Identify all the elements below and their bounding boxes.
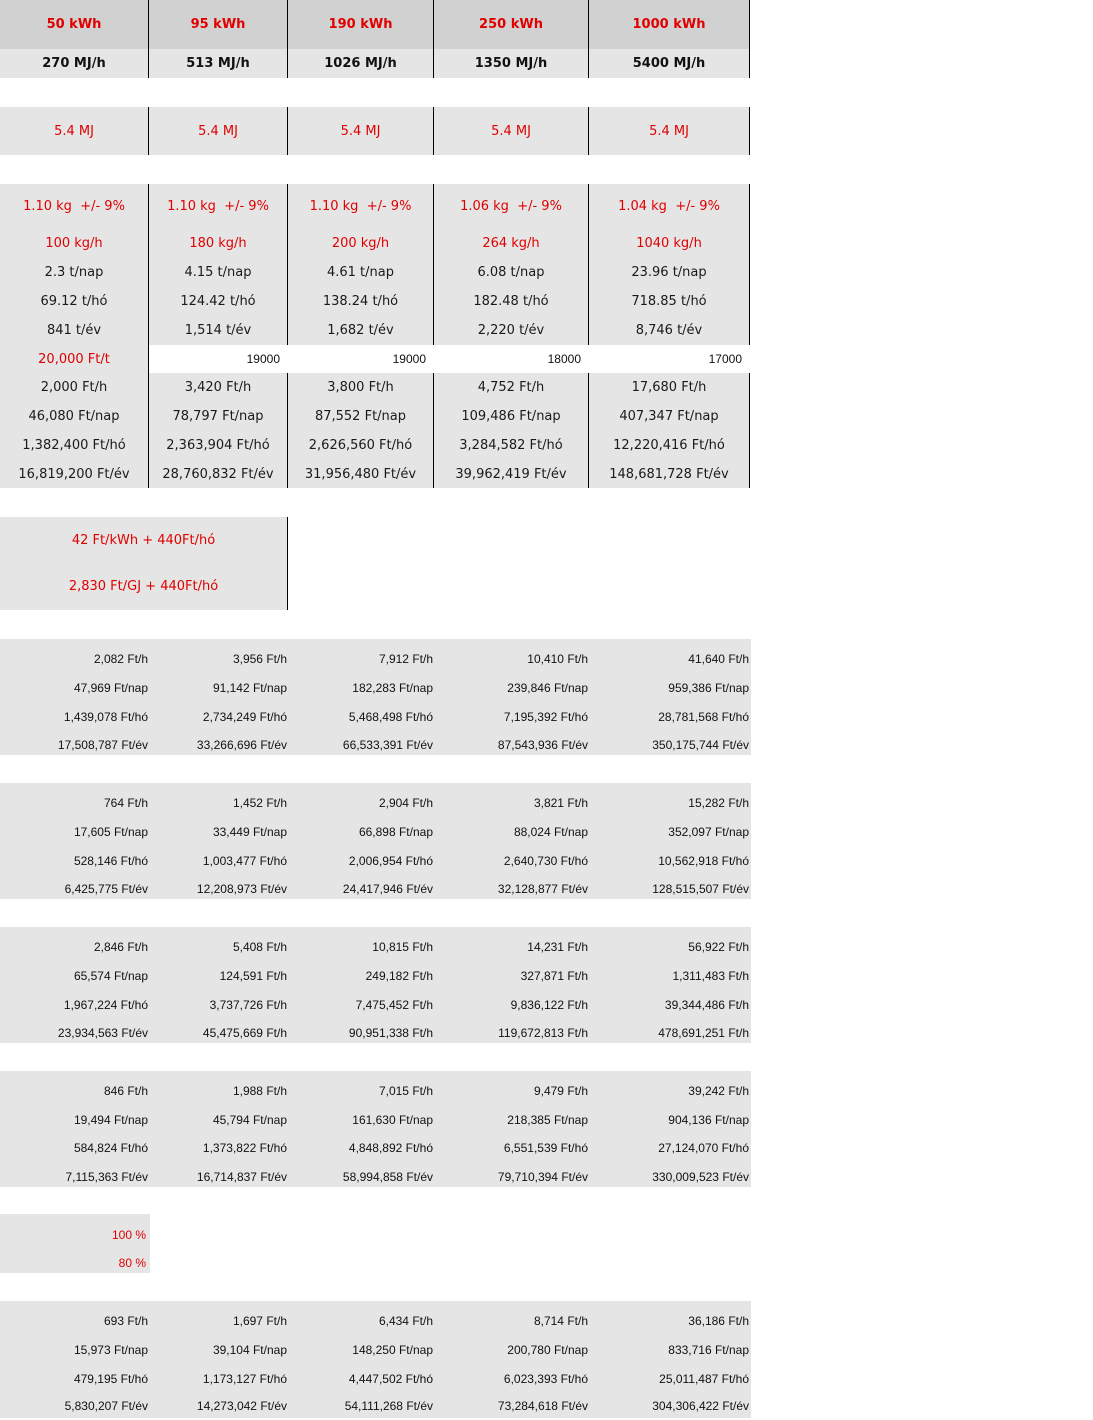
calorific-cell: 5.4 MJ [288, 107, 434, 155]
cost-cell: 7,912 Ft/h [378, 652, 433, 666]
fuel-cell: 407,347 Ft/nap [589, 402, 750, 431]
cost-cell: 350,175,744 Ft/év [652, 738, 749, 752]
cost-cell: 128,515,507 Ft/év [652, 882, 749, 896]
percent-cell: 80 % [118, 1256, 146, 1270]
cost-row [0, 1019, 750, 1047]
fuel-cell: 39,962,419 Ft/év [434, 460, 589, 488]
cost-cell: 846 Ft/h [103, 1084, 148, 1098]
cost-row [0, 1307, 750, 1335]
cost-cell: 249,182 Ft/h [365, 969, 433, 983]
fuel-cell: 8,746 t/év [589, 316, 750, 345]
cost-cell: 182,283 Ft/nap [352, 681, 433, 695]
cost-cell: 2,640,730 Ft/hó [503, 854, 588, 868]
header-kwh-row [0, 0, 750, 49]
header-mj-cell: 1026 MJ/h [288, 49, 434, 78]
fuel-cell: 1.04 kg +/- 9% [589, 184, 750, 229]
cost-cell: 5,408 Ft/h [232, 940, 287, 954]
calorific-cell: 5.4 MJ [589, 107, 750, 155]
cost-row [0, 991, 750, 1019]
fuel-cell: 4.61 t/nap [288, 258, 434, 287]
cost-cell: 19,494 Ft/nap [73, 1113, 148, 1127]
cost-cell: 7,015 Ft/h [378, 1084, 433, 1098]
cost-cell: 161,630 Ft/nap [352, 1113, 433, 1127]
fuel-ft-nap-row [0, 402, 750, 431]
cost-row [0, 1163, 750, 1191]
fuel-kg-h-row [0, 229, 750, 258]
cost-row [0, 1336, 750, 1364]
cost-cell: 27,124,070 Ft/hó [658, 1141, 749, 1155]
header-mj-cell: 1350 MJ/h [434, 49, 589, 78]
cost-cell: 25,011,487 Ft/hó [659, 1372, 749, 1386]
cost-cell: 17,508,787 Ft/év [57, 738, 148, 752]
cost-cell: 12,208,973 Ft/év [196, 882, 287, 896]
header-mj-cell: 270 MJ/h [0, 49, 149, 78]
cost-cell: 904,136 Ft/nap [668, 1113, 749, 1127]
cost-cell: 9,479 Ft/h [533, 1084, 588, 1098]
fuel-cell: 78,797 Ft/nap [149, 402, 288, 431]
cost-cell: 4,848,892 Ft/hó [348, 1141, 433, 1155]
fuel-price-cell: 20,000 Ft/t [0, 345, 149, 373]
cost-cell: 41,640 Ft/h [688, 652, 749, 666]
cost-cell: 239,846 Ft/nap [507, 681, 588, 695]
cost-cell: 36,186 Ft/h [688, 1314, 749, 1328]
fuel-cell: 17,680 Ft/h [589, 373, 750, 402]
cost-cell: 58,994,858 Ft/év [342, 1170, 433, 1184]
fuel-cell: 1,682 t/év [288, 316, 434, 345]
fuel-per-unit-row [0, 184, 750, 229]
cost-cell: 2,006,954 Ft/hó [348, 854, 433, 868]
fuel-cell: 4.15 t/nap [149, 258, 288, 287]
fuel-ft-h-row [0, 373, 750, 402]
cost-cell: 1,988 Ft/h [232, 1084, 287, 1098]
cost-cell: 1,967,224 Ft/hó [63, 998, 148, 1012]
fuel-cell: 3,420 Ft/h [149, 373, 288, 402]
cost-row [0, 1077, 750, 1105]
cost-cell: 959,386 Ft/nap [668, 681, 749, 695]
cost-cell: 45,794 Ft/nap [212, 1113, 287, 1127]
fuel-cell: 12,220,416 Ft/hó [589, 431, 750, 460]
cost-cell: 304,306,422 Ft/év [652, 1399, 749, 1413]
cost-cell: 584,824 Ft/hó [73, 1141, 148, 1155]
cost-cell: 14,231 Ft/h [527, 940, 588, 954]
cost-cell: 478,691,251 Ft/h [658, 1026, 749, 1040]
fuel-price-cell: 19000 [246, 352, 280, 366]
cost-cell: 2,734,249 Ft/hó [202, 710, 287, 724]
cost-cell: 1,697 Ft/h [232, 1314, 287, 1328]
cost-cell: 23,934,563 Ft/év [57, 1026, 148, 1040]
cost-row [0, 731, 750, 759]
cost-row [0, 674, 750, 702]
fuel-cell: 1.10 kg +/- 9% [0, 184, 149, 229]
cost-row [0, 847, 750, 875]
cost-cell: 6,551,539 Ft/hó [503, 1141, 588, 1155]
cost-cell: 73,284,618 Ft/év [497, 1399, 588, 1413]
fuel-cell: 200 kg/h [288, 229, 434, 258]
cost-cell: 28,781,568 Ft/hó [658, 710, 749, 724]
fuel-ft-ho-row [0, 431, 750, 460]
cost-cell: 218,385 Ft/nap [507, 1113, 588, 1127]
fuel-cell: 69.12 t/hó [0, 287, 149, 316]
cost-cell: 79,710,394 Ft/év [497, 1170, 588, 1184]
fuel-cell: 6.08 t/nap [434, 258, 589, 287]
fuel-cell: 1.10 kg +/- 9% [149, 184, 288, 229]
fuel-price-cell: 19000 [392, 352, 426, 366]
cost-cell: 15,973 Ft/nap [73, 1343, 148, 1357]
fuel-cell: 2,000 Ft/h [0, 373, 149, 402]
fuel-cell: 148,681,728 Ft/év [589, 460, 750, 488]
cost-cell: 56,922 Ft/h [688, 940, 749, 954]
cost-row [0, 875, 750, 903]
fuel-cell: 1040 kg/h [589, 229, 750, 258]
cost-cell: 32,128,877 Ft/év [497, 882, 588, 896]
cost-cell: 39,104 Ft/nap [212, 1343, 287, 1357]
cost-cell: 1,311,483 Ft/h [672, 969, 749, 983]
fuel-cell: 87,552 Ft/nap [288, 402, 434, 431]
cost-row [0, 962, 750, 990]
cost-cell: 16,714,837 Ft/év [196, 1170, 287, 1184]
cost-cell: 2,082 Ft/h [93, 652, 148, 666]
cost-cell: 2,846 Ft/h [93, 940, 148, 954]
fuel-cell: 1.10 kg +/- 9% [288, 184, 434, 229]
tariff-row-2 [0, 563, 288, 610]
fuel-ft-ev-row [0, 460, 750, 488]
fuel-cell: 138.24 t/hó [288, 287, 434, 316]
cost-cell: 1,452 Ft/h [232, 796, 287, 810]
cost-cell: 764 Ft/h [103, 796, 148, 810]
cost-cell: 3,956 Ft/h [232, 652, 287, 666]
cost-cell: 833,716 Ft/nap [668, 1343, 749, 1357]
cost-cell: 2,904 Ft/h [378, 796, 433, 810]
cost-cell: 10,815 Ft/h [372, 940, 433, 954]
fuel-cell: 3,284,582 Ft/hó [434, 431, 589, 460]
cost-cell: 65,574 Ft/nap [73, 969, 148, 983]
fuel-cell: 16,819,200 Ft/év [0, 460, 149, 488]
cost-cell: 200,780 Ft/nap [507, 1343, 588, 1357]
cost-cell: 7,195,392 Ft/hó [503, 710, 588, 724]
cost-cell: 4,447,502 Ft/hó [348, 1372, 433, 1386]
fuel-t-ho-row [0, 287, 750, 316]
header-mj-cell: 5400 MJ/h [589, 49, 750, 78]
header-kwh-cell: 250 kWh [434, 0, 589, 49]
cost-cell: 7,475,452 Ft/h [355, 998, 433, 1012]
tariff-kwh-text: 42 Ft/kWh + 440Ft/hó [0, 517, 288, 563]
fuel-cell: 1,514 t/év [149, 316, 288, 345]
fuel-cell: 31,956,480 Ft/év [288, 460, 434, 488]
fuel-price-row [0, 345, 750, 373]
cost-row [0, 1106, 750, 1134]
fuel-cell: 1.06 kg +/- 9% [434, 184, 589, 229]
calorific-cell: 5.4 MJ [149, 107, 288, 155]
cost-row [0, 703, 750, 731]
cost-cell: 119,672,813 Ft/h [498, 1026, 588, 1040]
cost-row [0, 789, 750, 817]
cost-cell: 33,266,696 Ft/év [196, 738, 287, 752]
cost-cell: 5,830,207 Ft/év [64, 1399, 148, 1413]
header-kwh-cell: 1000 kWh [589, 0, 750, 49]
fuel-cell: 841 t/év [0, 316, 149, 345]
cost-cell: 9,836,122 Ft/h [510, 998, 588, 1012]
fuel-cell: 2,363,904 Ft/hó [149, 431, 288, 460]
cost-cell: 693 Ft/h [103, 1314, 148, 1328]
cost-row [0, 1392, 750, 1420]
calorific-cell: 5.4 MJ [0, 107, 149, 155]
cost-cell: 24,417,946 Ft/év [342, 882, 433, 896]
fuel-cell: 182.48 t/hó [434, 287, 589, 316]
header-kwh-cell: 95 kWh [149, 0, 288, 49]
cost-cell: 1,373,822 Ft/hó [202, 1141, 287, 1155]
cost-cell: 6,425,775 Ft/év [64, 882, 148, 896]
cost-cell: 5,468,498 Ft/hó [348, 710, 433, 724]
cost-cell: 45,475,669 Ft/h [202, 1026, 287, 1040]
fuel-cell: 264 kg/h [434, 229, 589, 258]
percent-cell: 100 % [111, 1228, 146, 1242]
fuel-cell: 3,800 Ft/h [288, 373, 434, 402]
fuel-t-ev-row [0, 316, 750, 345]
cost-cell: 124,591 Ft/h [219, 969, 287, 983]
cost-row [0, 933, 750, 961]
cost-cell: 7,115,363 Ft/év [65, 1170, 148, 1184]
fuel-price-cell: 17000 [708, 352, 742, 366]
cost-cell: 148,250 Ft/nap [352, 1343, 433, 1357]
fuel-cell: 100 kg/h [0, 229, 149, 258]
cost-cell: 10,410 Ft/h [527, 652, 588, 666]
cost-cell: 39,242 Ft/h [688, 1084, 749, 1098]
header-mj-row [0, 49, 750, 78]
cost-cell: 88,024 Ft/nap [513, 825, 588, 839]
cost-cell: 3,821 Ft/h [533, 796, 588, 810]
cost-row [0, 1365, 750, 1393]
fuel-cell: 2,220 t/év [434, 316, 589, 345]
fuel-price-cell: 18000 [547, 352, 581, 366]
cost-cell: 10,562,918 Ft/hó [658, 854, 749, 868]
cost-cell: 54,111,268 Ft/év [344, 1399, 433, 1413]
cost-cell: 33,449 Ft/nap [212, 825, 287, 839]
cost-cell: 352,097 Ft/nap [668, 825, 749, 839]
header-kwh-cell: 190 kWh [288, 0, 434, 49]
fuel-cell: 1,382,400 Ft/hó [0, 431, 149, 460]
cost-cell: 3,737,726 Ft/h [209, 998, 287, 1012]
cost-cell: 479,195 Ft/hó [73, 1372, 148, 1386]
cost-cell: 39,344,486 Ft/h [664, 998, 749, 1012]
cost-cell: 528,146 Ft/hó [73, 854, 148, 868]
cost-cell: 66,533,391 Ft/év [342, 738, 433, 752]
cost-row [0, 645, 750, 673]
cost-cell: 66,898 Ft/nap [358, 825, 433, 839]
cost-cell: 17,605 Ft/nap [73, 825, 148, 839]
cost-cell: 91,142 Ft/nap [212, 681, 287, 695]
cost-cell: 1,173,127 Ft/hó [202, 1372, 287, 1386]
fuel-cell: 180 kg/h [149, 229, 288, 258]
header-mj-cell: 513 MJ/h [149, 49, 288, 78]
calorific-row [0, 107, 750, 155]
fuel-cell: 4,752 Ft/h [434, 373, 589, 402]
cost-cell: 90,951,338 Ft/h [348, 1026, 433, 1040]
header-kwh-cell: 50 kWh [0, 0, 149, 49]
cost-cell: 47,969 Ft/nap [73, 681, 148, 695]
percent-row [0, 1249, 150, 1277]
cost-cell: 6,023,393 Ft/hó [503, 1372, 588, 1386]
fuel-cell: 46,080 Ft/nap [0, 402, 149, 431]
tariff-row-1 [0, 517, 288, 563]
cost-row [0, 1134, 750, 1162]
tariff-gj-text: 2,830 Ft/GJ + 440Ft/hó [0, 563, 288, 610]
cost-cell: 8,714 Ft/h [533, 1314, 588, 1328]
cost-cell: 15,282 Ft/h [688, 796, 749, 810]
fuel-cell: 109,486 Ft/nap [434, 402, 589, 431]
cost-cell: 1,003,477 Ft/hó [202, 854, 287, 868]
cost-row [0, 818, 750, 846]
cost-cell: 1,439,078 Ft/hó [63, 710, 148, 724]
fuel-cell: 124.42 t/hó [149, 287, 288, 316]
fuel-cell: 28,760,832 Ft/év [149, 460, 288, 488]
fuel-cell: 2.3 t/nap [0, 258, 149, 287]
fuel-cell: 718.85 t/hó [589, 287, 750, 316]
calorific-cell: 5.4 MJ [434, 107, 589, 155]
fuel-cell: 2,626,560 Ft/hó [288, 431, 434, 460]
fuel-t-nap-row [0, 258, 750, 287]
cost-cell: 330,009,523 Ft/év [652, 1170, 749, 1184]
cost-cell: 327,871 Ft/h [520, 969, 588, 983]
fuel-cell: 23.96 t/nap [589, 258, 750, 287]
cost-cell: 6,434 Ft/h [378, 1314, 433, 1328]
cost-cell: 87,543,936 Ft/év [497, 738, 588, 752]
cost-cell: 14,273,042 Ft/év [196, 1399, 287, 1413]
percent-row [0, 1221, 150, 1249]
